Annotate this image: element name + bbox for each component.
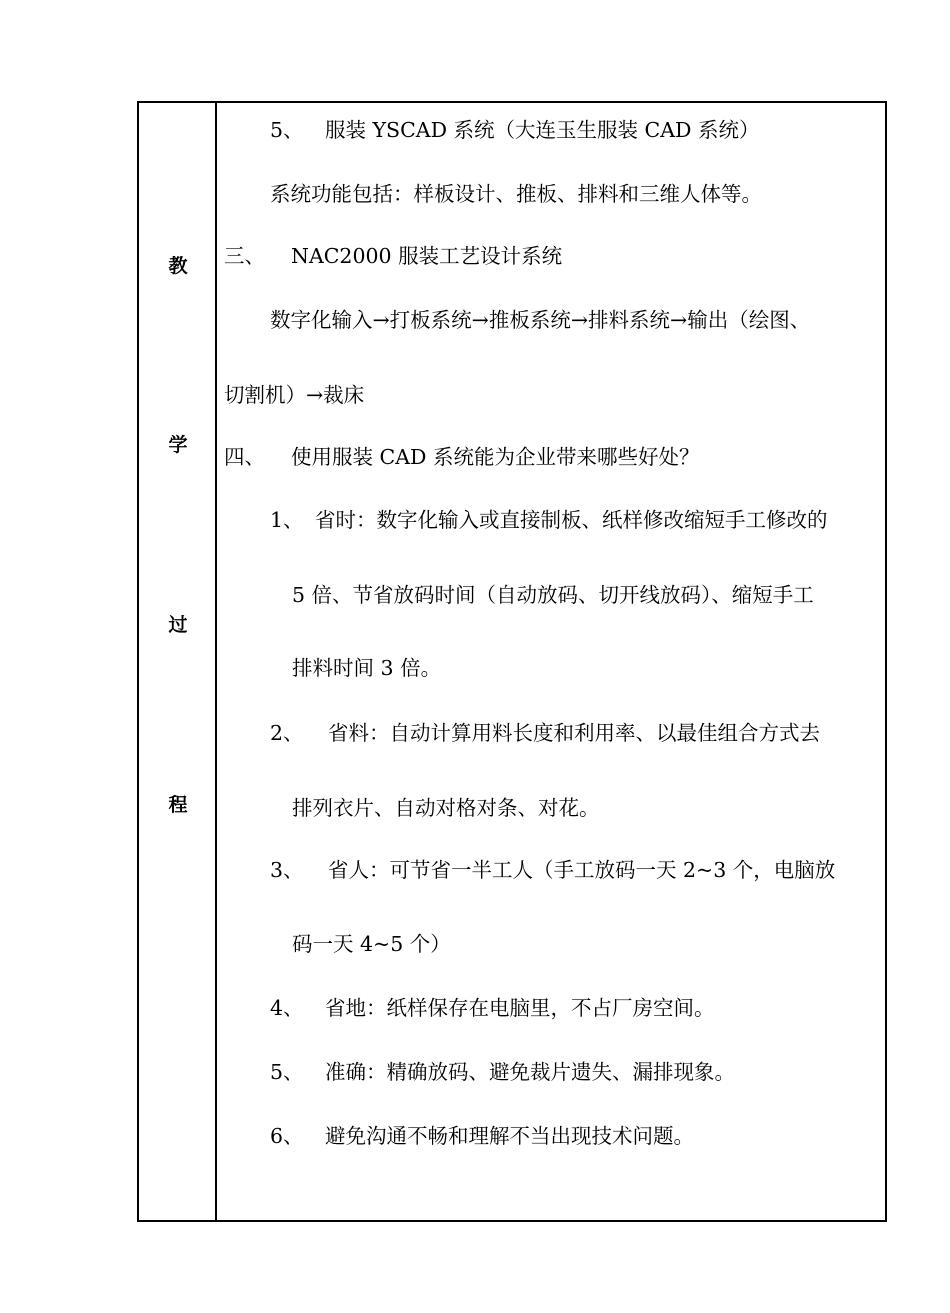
section-number: 四、 [224, 445, 265, 469]
paragraph-line [270, 308, 810, 332]
side-label-char: 学 [168, 434, 188, 456]
line-text: 排料时间 3 倍。 [292, 656, 442, 680]
item-number: 6、 [270, 1124, 304, 1148]
list-item [270, 118, 760, 142]
list-item [270, 721, 820, 745]
list-item [270, 996, 715, 1020]
section-number: 三、 [224, 244, 265, 268]
list-item [270, 508, 828, 532]
line-text: 切割机）→裁床 [224, 383, 365, 407]
paragraph-line [292, 656, 441, 680]
lesson-table [137, 101, 887, 1222]
line-text: 排列衣片、自动对格对条、对花。 [292, 796, 600, 820]
item-number: 5、 [270, 1060, 304, 1084]
item-number: 2、 [270, 721, 304, 745]
section-title: 使用服装 CAD 系统能为企业带来哪些好处？ [291, 445, 700, 469]
paragraph-line [270, 182, 762, 206]
paragraph-line [292, 932, 451, 956]
side-label-char: 过 [168, 614, 188, 636]
item-number: 5、 [270, 118, 304, 142]
section-title: NAC2000 服装工艺设计系统 [291, 244, 563, 268]
line-text: 码一天 4~5 个） [292, 932, 451, 956]
item-text: 准确：精确放码、避免裁片遗失、漏排现象。 [325, 1060, 735, 1084]
item-text: 避免沟通不畅和理解不当出现技术问题。 [325, 1124, 694, 1148]
side-label-char: 程 [168, 794, 188, 816]
paragraph-line [292, 583, 814, 607]
item-text: 省料：自动计算用料长度和利用率、以最佳组合方式去 [328, 721, 820, 745]
paragraph-line [224, 383, 364, 407]
item-text: 省地：纸样保存在电脑里，不占厂房空间。 [325, 996, 715, 1020]
list-item [270, 858, 835, 882]
item-number: 4、 [270, 996, 304, 1020]
item-text: 省时：数字化输入或直接制板、纸样修改缩短手工修改的 [315, 508, 828, 532]
item-number: 1、 [270, 508, 304, 532]
section-heading [224, 445, 699, 469]
line-text: 5 倍、节省放码时间（自动放码、切开线放码）、缩短手工 [292, 583, 814, 607]
line-text: 系统功能包括：样板设计、推板、排料和三维人体等。 [270, 182, 762, 206]
item-text: 省人：可节省一半工人（手工放码一天 2~3 个，电脑放 [328, 858, 836, 882]
list-item [270, 1124, 694, 1148]
section-heading [224, 244, 562, 268]
item-number: 3、 [270, 858, 304, 882]
side-label-char: 教 [168, 255, 188, 277]
item-text: 服装 YSCAD 系统（大连玉生服装 CAD 系统） [325, 118, 760, 142]
line-text: 数字化输入→打板系统→推板系统→排料系统→输出（绘图、 [270, 308, 811, 332]
list-item [270, 1060, 735, 1084]
paragraph-line [292, 796, 600, 820]
